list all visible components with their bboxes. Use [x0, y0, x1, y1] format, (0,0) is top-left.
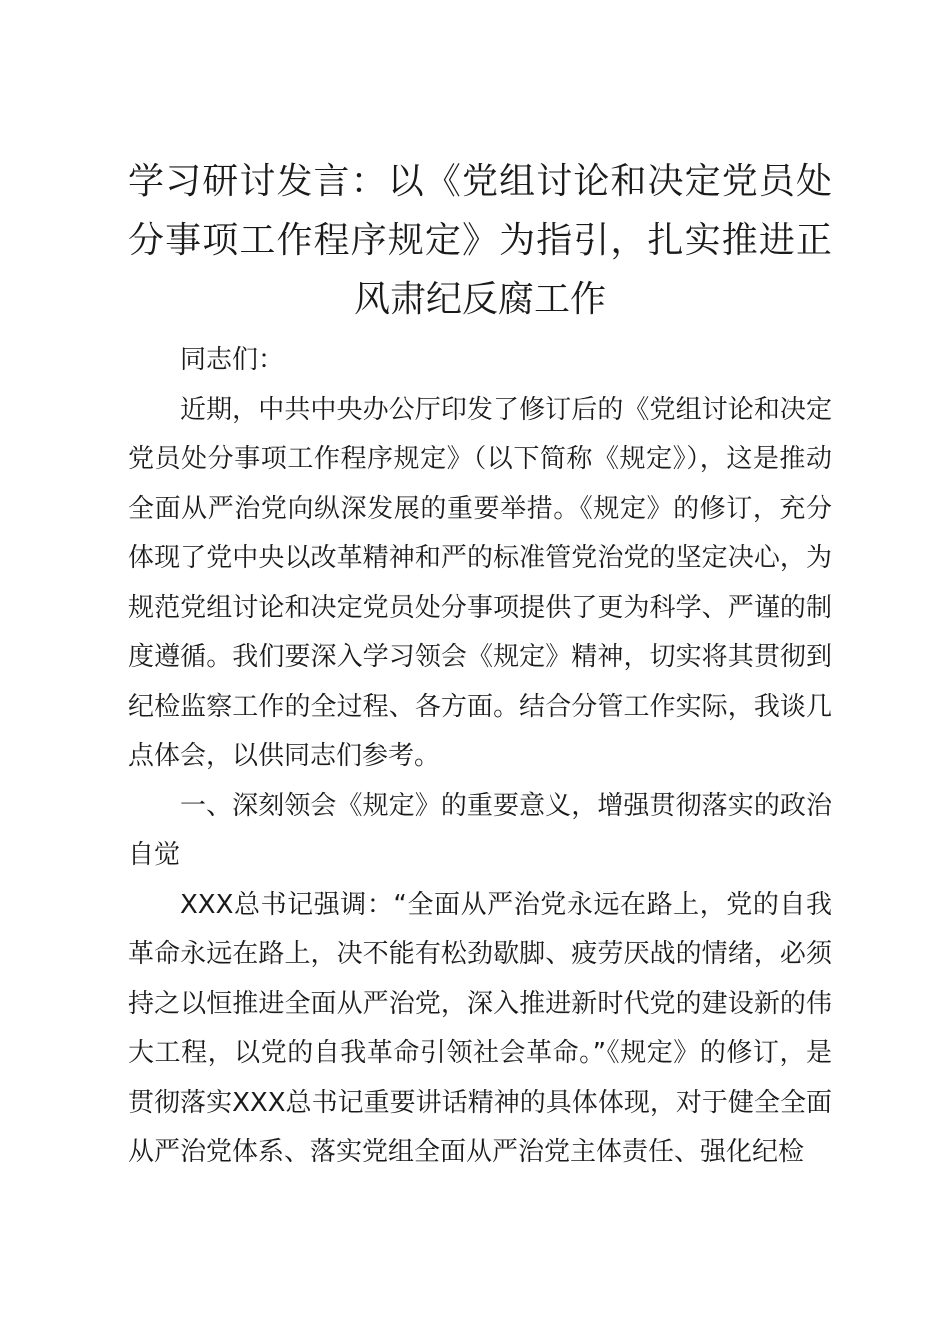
section-heading: 一、深刻领会《规定》的重要意义，增强贯彻落实的政治自觉: [128, 790, 832, 870]
document-title: 学习研讨发言：以《党组讨论和决定党员处分事项工作程序规定》为指引，扎实推进正风肃纪反腐工作: [128, 161, 832, 320]
intro-paragraph: 近期，中共中央办公厅印发了修订后的《党组讨论和决定党员处分事项工作程序规定》（以下简称《规定》），这是推动全面从严治党向纵深发展的重要举措。《规定》的修订，充分体现了党中央以改革精神和严的标准管党治党的坚定决心，为规范党组讨论和决定党员处分事项提供了更为科学、严谨的制度遵循。我们要深入学习领会《规定》精神，切实将其贯彻到纪检监察工作的全过程、各方面。结合分管工作实际，我谈几点体会，以供同志们参考。: [128, 394, 832, 771]
salutation: 同志们：: [180, 345, 285, 375]
document-page: [128, 152, 832, 1178]
section-paragraph: XXX总书记强调：“全面从严治党永远在路上，党的自我革命永远在路上，决不能有松劲歇脚、疲劳厌战的情绪，必须持之以恒推进全面从严治党，深入推进新时代党的建设新的伟大工程，以党的自我革命引领社会革命。”《规定》的修订，是贯彻落实XXX总书记重要讲话精神的具体体现，对于健全全面从严治党体系、落实党组全面从严治党主体责任、强化纪检: [128, 889, 832, 1167]
